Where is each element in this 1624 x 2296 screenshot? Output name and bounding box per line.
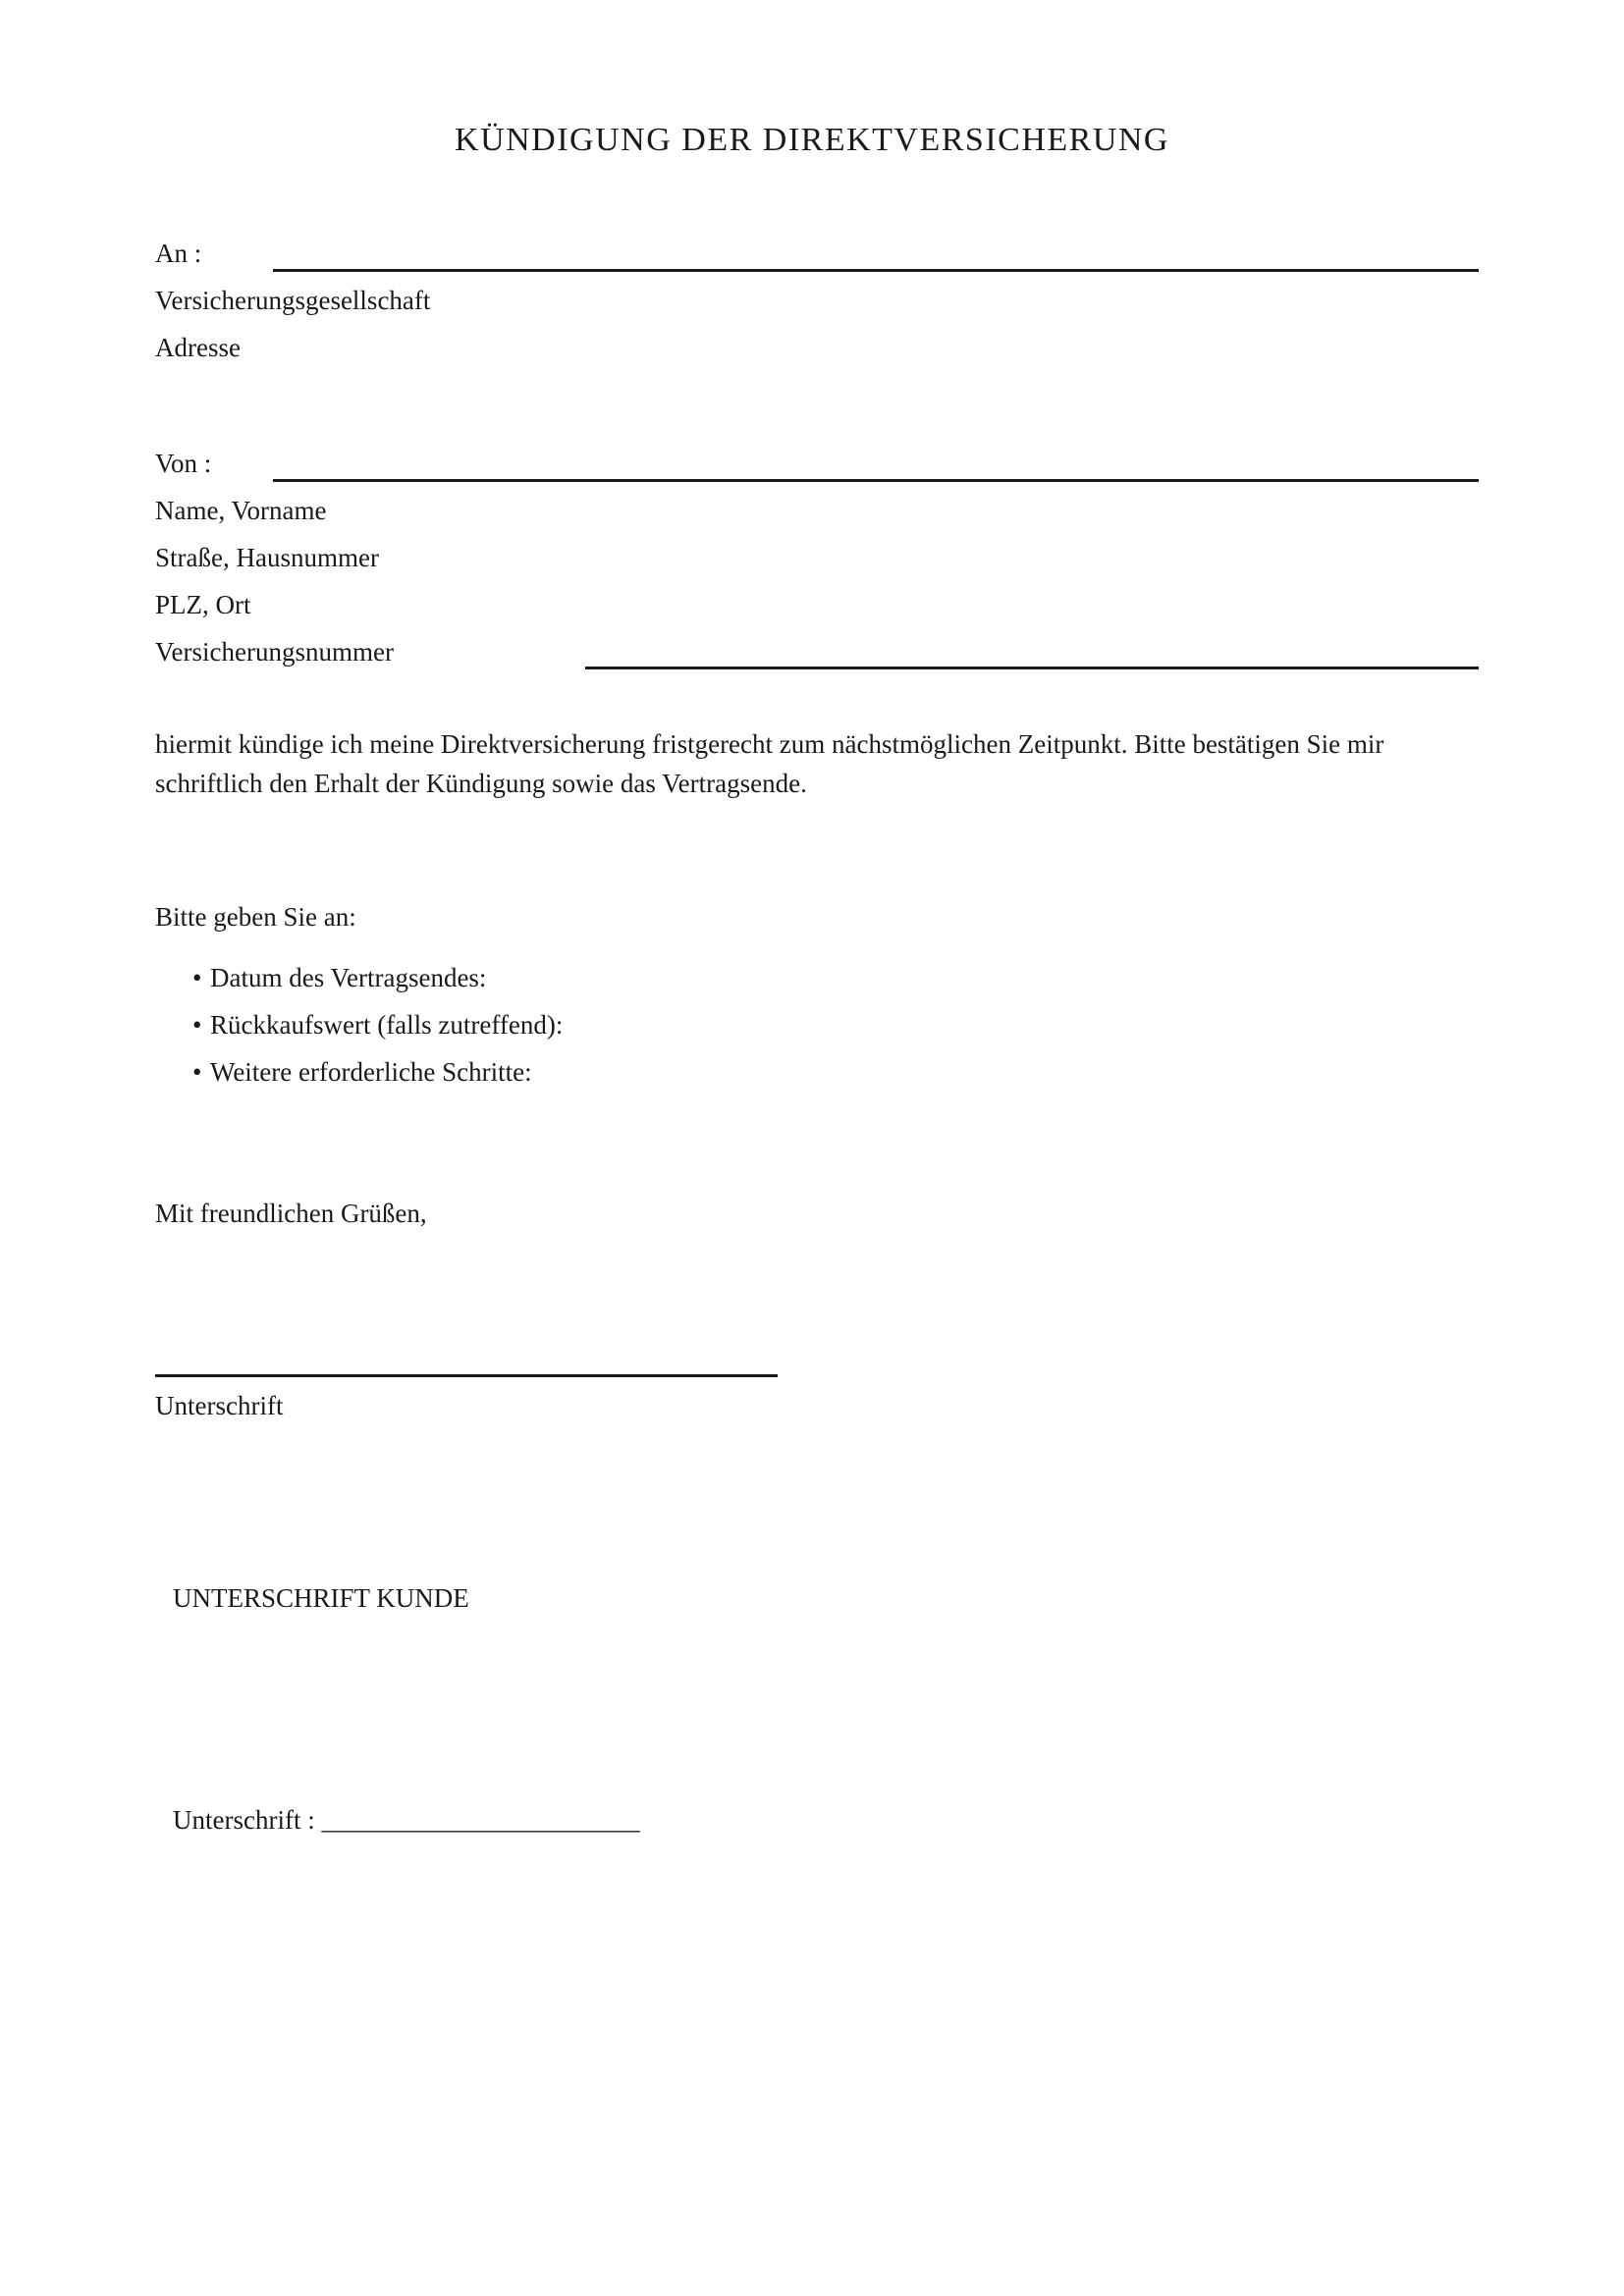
signature-line[interactable] (155, 1374, 778, 1377)
sender-input-line[interactable] (273, 479, 1479, 482)
customer-signature-field[interactable]: Unterschrift : ________________________ (173, 1805, 640, 1835)
bullet-icon: • (192, 963, 202, 992)
insurance-company-label: Versicherungsgesellschaft (155, 286, 431, 315)
recipient-label: An : (155, 239, 202, 268)
bullet-icon: • (192, 1010, 202, 1040)
policy-number-input-line[interactable] (585, 667, 1479, 669)
request-heading: Bitte geben Sie an: (155, 902, 356, 932)
body-paragraph: hiermit kündige ich meine Direktversicherung fristgerecht zum nächstmöglichen Zeitpunkt. Bitte bestätigen Sie mir schriftlich den Erhalt der Kündigung sowie das Vertragsende. (155, 729, 1384, 798)
sender-label: Von : (155, 449, 212, 478)
document-title: KÜNDIGUNG DER DIREKTVERSICHERUNG (455, 122, 1169, 158)
name-label: Name, Vorname (155, 496, 327, 525)
closing-text: Mit freundlichen Grüßen, (155, 1199, 427, 1228)
customer-signature-heading: UNTERSCHRIFT KUNDE (173, 1583, 469, 1613)
policy-number-label: Versicherungsnummer (155, 637, 394, 667)
signature-label: Unterschrift (155, 1391, 284, 1420)
bullet-icon: • (192, 1057, 202, 1087)
address-label: Adresse (155, 333, 241, 362)
list-item (192, 1007, 563, 1042)
list-item-text: Weitere erforderliche Schritte: (210, 1057, 532, 1087)
city-label: PLZ, Ort (155, 590, 251, 619)
list-item-text: Rückkaufswert (falls zutreffend): (210, 1010, 564, 1040)
list-item-text: Datum des Vertragsendes: (210, 963, 487, 992)
list-item (192, 960, 486, 995)
list-item (192, 1054, 532, 1090)
street-label: Straße, Hausnummer (155, 543, 379, 572)
recipient-input-line[interactable] (273, 269, 1479, 272)
